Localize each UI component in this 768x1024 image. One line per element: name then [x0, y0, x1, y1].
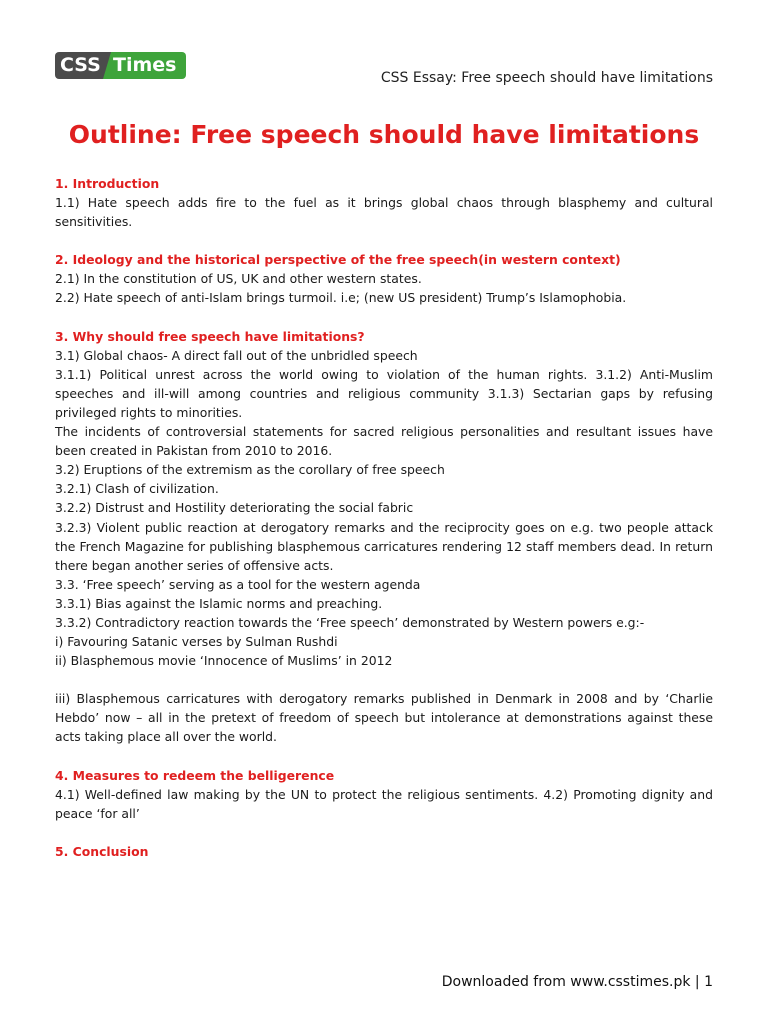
section-heading-conclusion: 5. Conclusion	[55, 843, 149, 859]
paragraph: 3.1) Global chaos- A direct fall out of the unbridled speech	[55, 347, 418, 363]
paragraph: 2.1) In the constitution of US, UK and other western states.	[55, 271, 422, 287]
outline-content	[55, 174, 713, 861]
paragraph: 3.2.3) Violent public reaction at derogatory remarks and the reciprocity goes on e.g. two people attack the French Magazine for publishing blasphemous carricatures rendering 12 staff members dead. In return there began another series of offensive acts.	[55, 519, 713, 573]
paragraph: 3.1.1) Political unrest across the world owing to violation of the human rights. 3.1.2) Anti-Muslim speeches and ill-will among countries and religious community 3.1.3) Sectarian gaps by refusing privileged rights to minorities.	[55, 366, 713, 420]
page-footer: Downloaded from www.csstimes.pk | 1	[441, 974, 713, 990]
spacer	[55, 823, 713, 842]
section-heading-limitations: 3. Why should free speech have limitations?	[55, 328, 365, 344]
spacer	[55, 231, 713, 250]
spacer	[55, 747, 713, 766]
page-title: Outline: Free speech should have limitations	[68, 120, 700, 149]
paragraph: 3.3. ‘Free speech’ serving as a tool for the western agenda	[55, 576, 421, 592]
section-heading-introduction: 1. Introduction	[55, 176, 160, 191]
paragraph: 3.3.2) Contradictory reaction towards the ‘Free speech’ demonstrated by Western powers e.g:-	[55, 614, 645, 630]
paragraph: ii) Blasphemous movie ‘Innocence of Muslims’ in 2012	[55, 653, 393, 669]
paragraph: 3.2.2) Distrust and Hostility deteriorating the social fabric	[55, 500, 414, 516]
logo-slash-shape	[103, 52, 111, 79]
csstimes-logo	[55, 52, 186, 79]
logo-times-text: Times	[111, 52, 186, 79]
logo-css-text: CSS	[55, 52, 103, 79]
paragraph: 3.2) Eruptions of the extremism as the corollary of free speech	[55, 462, 445, 478]
paragraph: 3.2.1) Clash of civilization.	[55, 481, 219, 497]
section-heading-ideology: 2. Ideology and the historical perspective of the free speech(in western context)	[55, 252, 621, 268]
section-heading-measures: 4. Measures to redeem the belligerence	[55, 767, 335, 783]
paragraph: i) Favouring Satanic verses by Sulman Rushdi	[55, 634, 338, 650]
spacer	[55, 308, 713, 327]
running-header-title: CSS Essay: Free speech should have limitations	[380, 70, 713, 86]
paragraph: iii) Blasphemous carricatures with derogatory remarks published in Denmark in 2008 and by ‘Charlie Hebdo’ now – all in the pretext of freedom of speech but intolerance at demonstrations against these acts taking place all over the world.	[55, 691, 713, 745]
paragraph: 3.3.1) Bias against the Islamic norms and preaching.	[55, 595, 383, 611]
paragraph: 2.2) Hate speech of anti-Islam brings turmoil. i.e; (new US president) Trump’s Islamophobia.	[55, 290, 627, 306]
paragraph: 4.1) Well-defined law making by the UN to protect the religious sentiments. 4.2) Promoting dignity and peace ‘for all’	[55, 786, 713, 821]
spacer	[55, 670, 713, 689]
paragraph: The incidents of controversial statements for sacred religious personalities and resultant issues have been created in Pakistan from 2010 to 2016.	[55, 424, 713, 459]
paragraph: 1.1) Hate speech adds fire to the fuel as it brings global chaos through blasphemy and cultural sensitivities.	[55, 195, 713, 230]
